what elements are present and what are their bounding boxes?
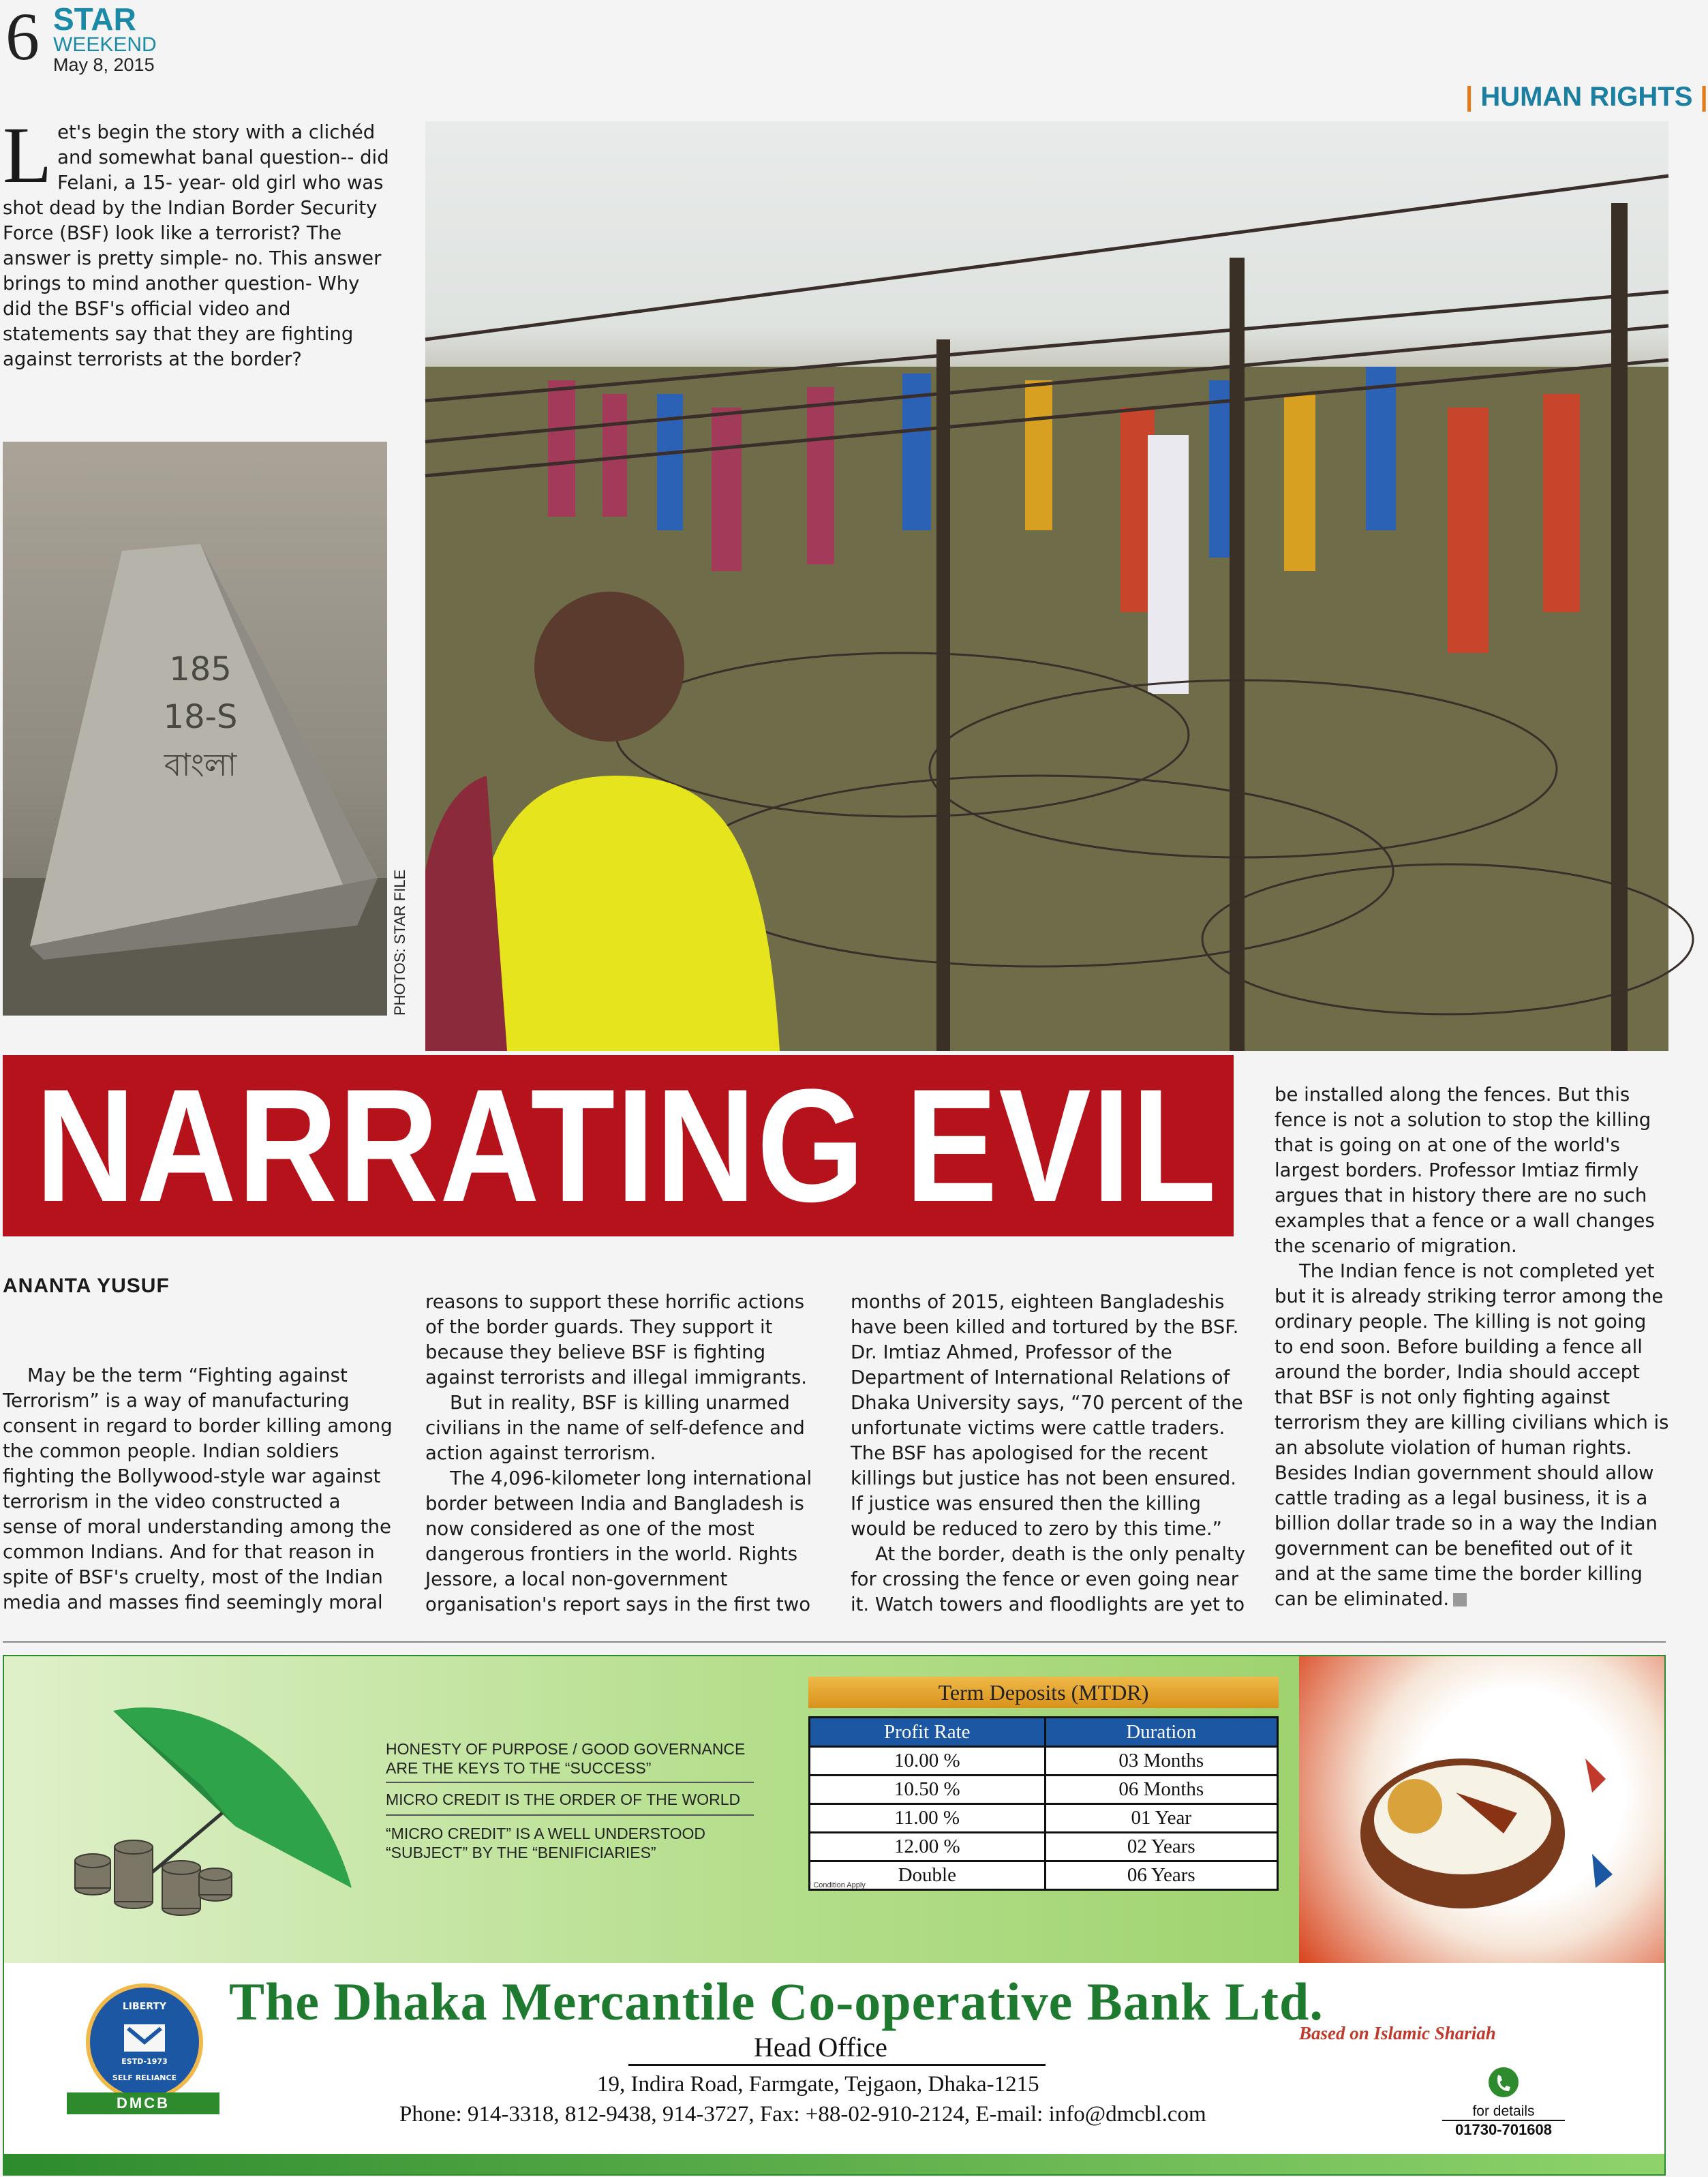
rate-cell: Double: [810, 1861, 1046, 1890]
logo-top-text: LIBERTY: [122, 2001, 167, 2012]
section-bar-left: |: [1465, 82, 1474, 112]
article-paragraph: be installed along the fences. But this fence is not a solution to stop the killing that is going on at one of the world's largest borders. Professor Imtiaz firmly argues that in history there are no such examples that a fence or a wall changes the scenario of migration.: [1275, 1084, 1655, 1257]
bank-tagline: Based on Islamic Shariah: [1299, 2023, 1496, 2043]
rates-title: Term Deposits (MTDR): [808, 1677, 1279, 1708]
rate-cell: 12.00 %: [810, 1833, 1046, 1861]
bank-address: 19, Indira Road, Farmgate, Tejgaon, Dhaka-1215: [597, 2072, 1039, 2097]
article-paragraph-final: [1275, 1259, 1670, 1612]
ad-bottom-strip: [4, 2154, 1664, 2174]
border-fence-photo: [425, 121, 1668, 1051]
photo-credit: PHOTOS: STAR FILE: [391, 869, 408, 1016]
food-bowl-icon: [1340, 1718, 1626, 1922]
bank-logo-emblem: [90, 1988, 199, 2097]
headline-banner: [3, 1055, 1234, 1236]
duration-cell: 02 Years: [1045, 1833, 1277, 1861]
phone-icon: [1483, 2065, 1524, 2099]
duration-cell: 03 Months: [1045, 1747, 1277, 1776]
ad-slogan-rule: [386, 1814, 754, 1816]
head-office-rule: [628, 2064, 1046, 2066]
duration-cell: 06 Months: [1045, 1776, 1277, 1804]
duration-cell: 01 Year: [1045, 1804, 1277, 1833]
ad-top-panel: [4, 1656, 1299, 1963]
logo-estd-text: ESTD-1973: [121, 2057, 168, 2066]
table-row: [810, 1776, 1278, 1804]
end-mark-icon: [1453, 1593, 1467, 1607]
rate-cell: 10.50 %: [810, 1776, 1046, 1804]
details-phone: 01730-701608: [1442, 2120, 1565, 2139]
border-pillar-photo: [3, 442, 387, 1016]
article-paragraph: May be the term “Fighting against Terrorism” is a way of manufacturing consent in regard to border killing among the common people. Indian soldiers fighting the Bollywood-style war against terrorism in the video constructed a sense of moral understanding among the common Indians. And for that reason in spite of BSF's cruelty, most of the Indian media and masses find seemingly moral: [3, 1365, 393, 1613]
bank-advertisement: [3, 1655, 1666, 2176]
article-final-text: The Indian fence is not completed yet but it is already striking terror among the ordinary people. The killing is not going to end soon. Before building a fence all around the border, India should accept that BSF is not only fighting against terrorism they are killing civilians which is an absolute violation of human rights. Besides Indian government should allow cattle trading as a legal business, it is a billion dollar trade so in a way the Indian government can be benefited out of it and at the same time the border killing can be eliminated.: [1275, 1260, 1669, 1610]
fence-crowd-illustration: [425, 121, 1668, 1051]
details-label: for details: [1472, 2103, 1535, 2119]
border-pillar-illustration: [3, 442, 387, 1016]
logo-bottom-text: SELF RELIANCE: [112, 2073, 177, 2082]
section-label: [1465, 80, 1708, 113]
section-bar-right: |: [1700, 82, 1708, 112]
byline: ANANTA YUSUF: [3, 1275, 170, 1297]
bank-logo: [86, 1983, 203, 2101]
drop-cap: L: [3, 110, 52, 200]
pillar-country: বাংলা: [164, 746, 237, 783]
issue-date: May 8, 2015: [53, 55, 155, 75]
ad-slogan-1: HONESTY OF PURPOSE / GOOD GOVERNANCE ARE THE KEYS TO THE “SUCCESS”: [386, 1740, 746, 1777]
table-row: [810, 1804, 1278, 1833]
ad-slogan-rule: [386, 1782, 754, 1783]
rates-header: Duration: [1045, 1718, 1277, 1747]
intro-paragraph: [3, 110, 391, 372]
logo-ribbon: DMCB: [67, 2092, 219, 2114]
sub-brand: WEEKEND: [53, 33, 157, 56]
divider: [3, 1641, 1666, 1643]
pillar-number: 185: [169, 650, 232, 688]
article-column-2: [425, 1290, 823, 1617]
headline-text: NARRATING EVIL: [35, 1056, 1218, 1236]
rate-cell: 10.00 %: [810, 1747, 1046, 1776]
ad-food-panel: [1299, 1656, 1664, 1963]
ad-slogan-2: MICRO CREDIT IS THE ORDER OF THE WORLD: [386, 1791, 741, 1808]
intro-text: et's begin the story with a clichéd and somewhat banal question-- did Felani, a 15- year- old girl who was shot dead by the Indian Border Security Force (BSF) look like a terrorist? The answer is pretty simple- no. This answer brings to mind another question- Why did the BSF's official video and statements say that they are fighting against terrorists at the border?: [3, 121, 389, 370]
pillar-code: 18-S: [163, 698, 238, 736]
bank-contacts: Phone: 914-3318, 812-9438, 914-3727, Fax: +88-02-910-2124, E-mail: info@dmcbl.com: [399, 2102, 1206, 2127]
article-paragraph: But in reality, BSF is killing unarmed civilians in the name of self-defence and action against terrorism.: [425, 1392, 805, 1464]
section-title: HUMAN RIGHTS: [1480, 82, 1693, 112]
details-block: [1442, 2065, 1565, 2139]
duration-cell: 06 Years: [1045, 1861, 1277, 1890]
ad-slogan-3: “MICRO CREDIT” IS A WELL UNDERSTOOD “SUBJECT” BY THE “BENIFICIARIES”: [386, 1825, 705, 1861]
article-column-1: [3, 1363, 401, 1615]
rates-table: [808, 1716, 1279, 1891]
bank-name: The Dhaka Mercantile Co-operative Bank Ltd.: [229, 1972, 1324, 2031]
umbrella-coins-icon: [31, 1684, 372, 1943]
rates-header-row: [810, 1718, 1278, 1747]
brand-logo-text: STAR: [53, 1, 136, 37]
page-number: 6: [5, 0, 40, 74]
head-office-label: Head Office: [754, 2032, 887, 2062]
rate-cell: 11.00 %: [810, 1804, 1046, 1833]
article-paragraph: reasons to support these horrific actions of the border guards. They support it because they believe BSF is fighting against terrorists and illegal immigrants.: [425, 1291, 808, 1388]
condition-note: * Condition Apply: [808, 1881, 866, 1889]
table-row: [810, 1833, 1278, 1861]
table-row: [810, 1861, 1278, 1890]
rates-header: Profit Rate: [810, 1718, 1046, 1747]
table-row: [810, 1747, 1278, 1776]
article-paragraph: months of 2015, eighteen Bangladeshis have been killed and tortured by the BSF. Dr. Imtiaz Ahmed, Professor of the Department of International Relations of Dhaka University says, “70 percent of the unfortunate victims were cattle traders. The BSF has apologised for the recent killings but justice has not been ensured. If justice was ensured then the killing would be reduced to zero by this time.”: [851, 1291, 1243, 1540]
article-paragraph: At the border, death is the only penalty for crossing the fence or even going near it. Watch towers and floodlights are yet to: [851, 1543, 1246, 1615]
article-column-3: [851, 1290, 1249, 1617]
article-paragraph: The 4,096-kilometer long international border between India and Bangladesh is now considered as one of the most dangerous frontiers in the world. Rights Jessore, a local non-government organisation's report says in the first two: [425, 1467, 812, 1615]
article-column-4: [1275, 1082, 1670, 1612]
